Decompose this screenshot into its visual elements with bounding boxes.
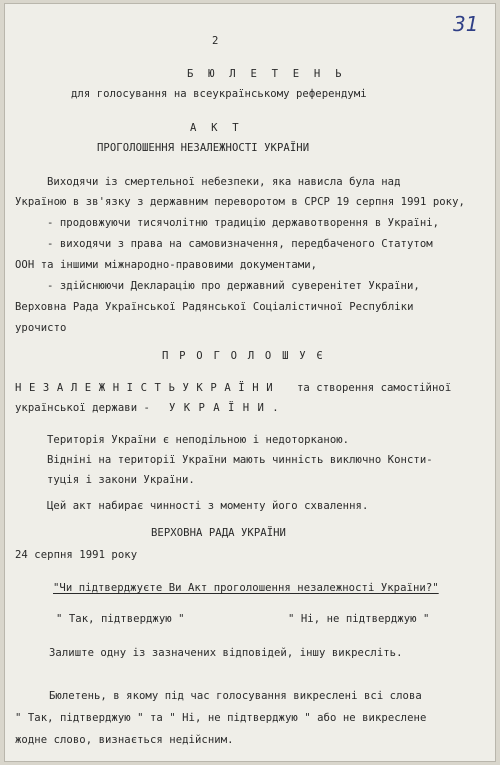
invalid-rule: жодне слово, визнається недійсним. [15,734,234,746]
act-line: Виходячи із смертельної небезпеки, яка нависла була над [47,176,401,188]
act-subheading: ПРОГОЛОШЕННЯ НЕЗАЛЕЖНОСТІ УКРАЇНИ [97,142,310,154]
proclaims-heading: П Р О Г О Л О Ш У Є [162,350,325,362]
territory-text: Територія України є неподільною і недоторканою. [47,434,350,446]
independence-text: У К Р А Ї Н И . [169,402,280,414]
page-number: 2 [212,35,219,47]
act-line: Україною в зв'язку з державним переворотом в СРСР 19 серпня 1991 року, [15,196,465,208]
ballot-option-yes: " Так, підтверджую " [56,613,185,625]
effect-text: Цей акт набирає чинності з моменту його схвалення. [47,500,369,512]
ballot-instruction: Залиште одну із зазначених відповідей, іншу викресліть. [49,647,403,659]
independence-text: та створення самостійної [297,382,452,394]
act-line: - виходячи з права на самовизначення, передбаченого Статутом [47,238,433,250]
document-page [4,3,496,762]
ballot-option-no: " Ні, не підтверджую " [288,613,430,625]
archive-folio-number: 31 [453,12,479,36]
act-line: урочисто [15,322,67,334]
law-text: Відніні на території України мають чинність виключно Консти- [47,454,433,466]
ballot-subtitle: для голосування на всеукраїнському референдумі [71,88,367,100]
act-line: ООН та іншими міжнародно-правовими документами, [15,259,318,271]
ballot-question: "Чи підтверджуєте Ви Акт проголошення незалежності України?" [53,582,439,594]
signatory: ВЕРХОВНА РАДА УКРАЇНИ [151,527,286,539]
invalid-rule: " Так, підтверджую " та " Ні, не підтверджую " або не викреслене [15,712,427,724]
act-line: - здійснюючи Декларацію про державний суверенітет України, [47,280,420,292]
invalid-rule: Бюлетень, в якому під час голосування викреслені всі слова [49,690,422,702]
act-heading: А К Т [190,122,243,134]
ballot-title: Б Ю Л Е Т Е Н Ь [187,68,346,80]
law-text: туція і закони України. [47,474,195,486]
independence-text: української держави - [15,402,150,414]
act-line: Верховна Рада Української Радянської Соціалістичної Республіки [15,301,414,313]
independence-text: Н Е З А Л Е Ж Н І С Т Ь У К Р А Ї Н И [15,382,274,394]
act-date: 24 серпня 1991 року [15,549,138,561]
act-line: - продовжуючи тисячолітню традицію державотворення в Україні, [47,217,440,229]
